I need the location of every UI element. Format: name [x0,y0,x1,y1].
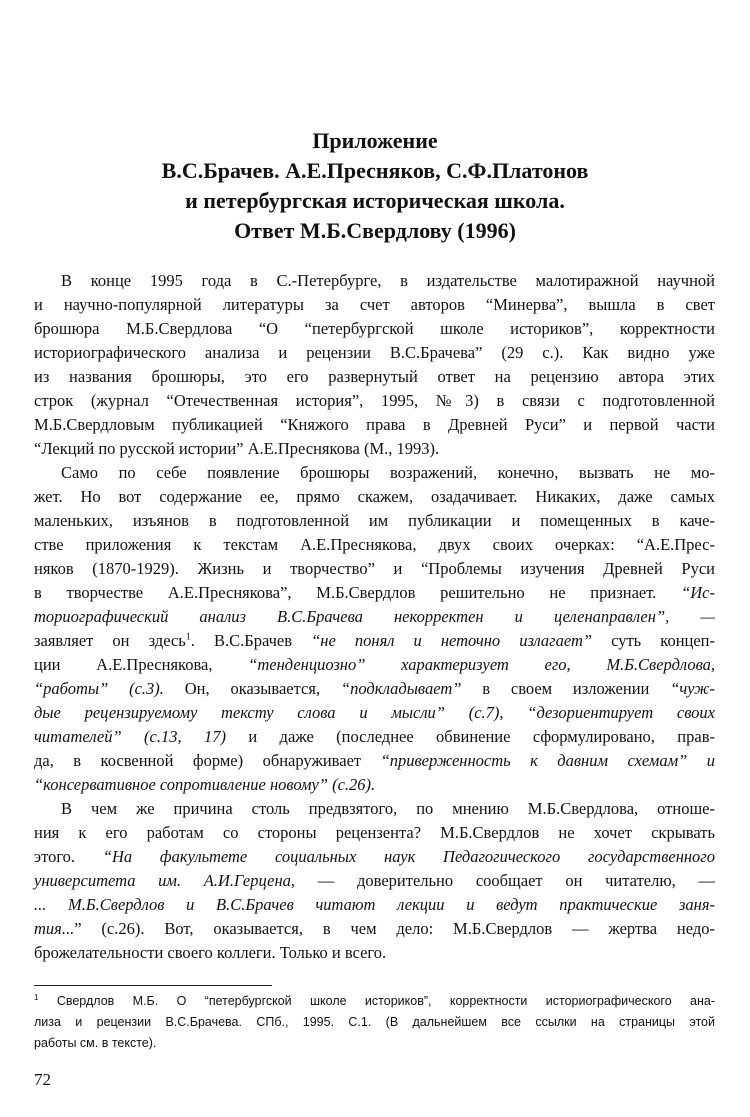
paragraph-3-line [34,845,715,869]
quote-italic: тия... [34,919,75,938]
footnote [34,991,715,1054]
footnote-reference: 1 [185,631,191,643]
title-line-4: Ответ М.Б.Свердлову (1996) [234,218,516,243]
body-text [34,269,715,965]
text-run: — доверительно сообщает он читателю, — [317,871,715,890]
chapter-title [60,126,690,246]
paragraph-2-line [34,725,715,749]
paragraph-2-line [34,677,715,701]
quote-italic: “работы” (с.3). [34,679,164,698]
text-run: Он, оказывается, [184,679,321,698]
paragraph-1-line: историографического анализа и рецензии В.С.Брачева” (29 с.). Как видно уже [34,343,715,362]
page-number: 72 [34,1070,51,1089]
paragraph-2-line: Само по себе появление брошюры возражений, конечно, вызвать не мо- [61,463,715,482]
paragraph-2-line [34,701,715,725]
text-run: Свердлов М.Б. О “петербургской школе историков”, корректности историографического ана- [56,994,715,1008]
paragraph-1-line: из названия брошюры, это его развернутый ответ на рецензию автора этих [34,367,715,386]
text-run: в творчестве А.Е.Преснякова”, М.Б.Свердлов решительно не признает. [34,583,657,602]
quote-italic: университета им. А.И.Герцена, [34,871,296,890]
paragraph-2-line: няков (1870-1929). Жизнь и творчество” и “Проблемы изучения Древней Руси [34,559,715,578]
quote-italic: “не понял и неточно излагает” [311,631,593,650]
quote-italic: “подкладывает” [340,679,462,698]
paragraph-2-line [34,605,715,629]
paragraph-2-line [34,629,715,653]
quote-italic: дые рецензируемому тексту слова и мысли” (с.7), “дезориентирует своих [34,703,715,722]
quote-italic: “консервативное сопротивление новому” (с.26). [34,775,376,794]
paragraph-1-line: и научно-популярной литературы за счет авторов “Минерва”, вышла в свет [34,295,715,314]
paragraph-2-line: жет. Но вот содержание ее, прямо скажем, озадачивает. Никаких, даже самых [34,487,715,506]
paragraph-2-line [34,749,715,773]
paragraph-3-line [34,869,715,893]
footnote-mark: 1 [34,992,39,1002]
title-line-3: и петербургская историческая школа. [185,188,565,213]
quote-italic: “На факультете социальных наук Педагогического государственного [102,847,715,866]
paragraph-3-line: брожелательности своего коллеги. Только и всего. [34,943,387,962]
quote-italic: “чуж- [670,679,715,698]
paragraph-2-line [34,773,715,797]
quote-italic: ториографический анализ В.С.Брачева некорректен и целенаправлен”, — [34,607,715,626]
text-run: в своем изложении [482,679,650,698]
text-run: ции А.Е.Преснякова, [34,655,213,674]
paragraph-1-line: М.Б.Свердловым публикацией “Княжого права в Древней Руси” и первой части [34,415,715,434]
text-run: заявляет он здесь [34,631,186,650]
footnote-line: лиза и рецензии В.С.Брачева. СПб., 1995. С.1. (В дальнейшем все ссылки на страницы этой [34,1015,715,1029]
paragraph-1-line: брошюра М.Б.Свердлова “О “петербургской школе историков”, корректности [34,319,715,338]
text-run: суть концеп- [611,631,716,650]
quote-italic: читателей” (с.13, 17) [34,727,226,746]
paragraph-3-line [34,893,715,917]
quote-italic: “Ис- [681,583,715,602]
text-run: ” (с.26). Вот, оказывается, в чем дело: М.Б.Свердлов — жертва недо- [74,919,715,938]
quote-italic: “приверженность к давним схемам” и [380,751,716,770]
paragraph-3-line: В чем же причина столь предвзятого, по мнению М.Б.Свердлова, отноше- [61,799,715,818]
paragraph-3-line: ния к его работам со стороны рецензента? М.Б.Свердлов не хочет скрывать [34,823,715,842]
paragraph-1-line: строк (журнал “Отечественная история”, 1995, №3) в связи с подготовленной [34,391,715,410]
footnote-separator [34,985,272,986]
text-run: да, в косвенной форме) обнаруживает [34,751,362,770]
footnote-line [34,991,715,1012]
title-line-1: Приложение [312,128,438,153]
title-line-2: В.С.Брачев. А.Е.Пресняков, С.Ф.Платонов [161,158,589,183]
paragraph-1-line: “Лекций по русской истории” А.Е.Преснякова (М., 1993). [34,439,440,458]
quote-italic: “тенденциозно” характеризует его, М.Б.Свердлова, [248,655,715,674]
paragraph-2-line [34,653,715,677]
paragraph-2-line [34,581,715,605]
paragraph-2-line: стве приложения к текстам А.Е.Преснякова, двух своих очерках: “А.Е.Прес- [34,535,715,554]
paragraph-3-line [34,917,715,941]
footnote-line: работы см. в тексте). [34,1036,157,1050]
paragraph-1-line: В конце 1995 года в С.-Петербурге, в издательстве малотиражной научной [61,271,715,290]
text-run: этого. [34,847,76,866]
text-run: . В.С.Брачев [190,631,293,650]
paragraph-2-line: маленьких, изъянов в подготовленной им публикации и помещенных в каче- [34,511,715,530]
text-run: и даже (последнее обвинение сформулировано, прав- [248,727,715,746]
quote-italic: ... М.Б.Свердлов и В.С.Брачев читают лекции и ведут практические заня- [34,895,715,914]
